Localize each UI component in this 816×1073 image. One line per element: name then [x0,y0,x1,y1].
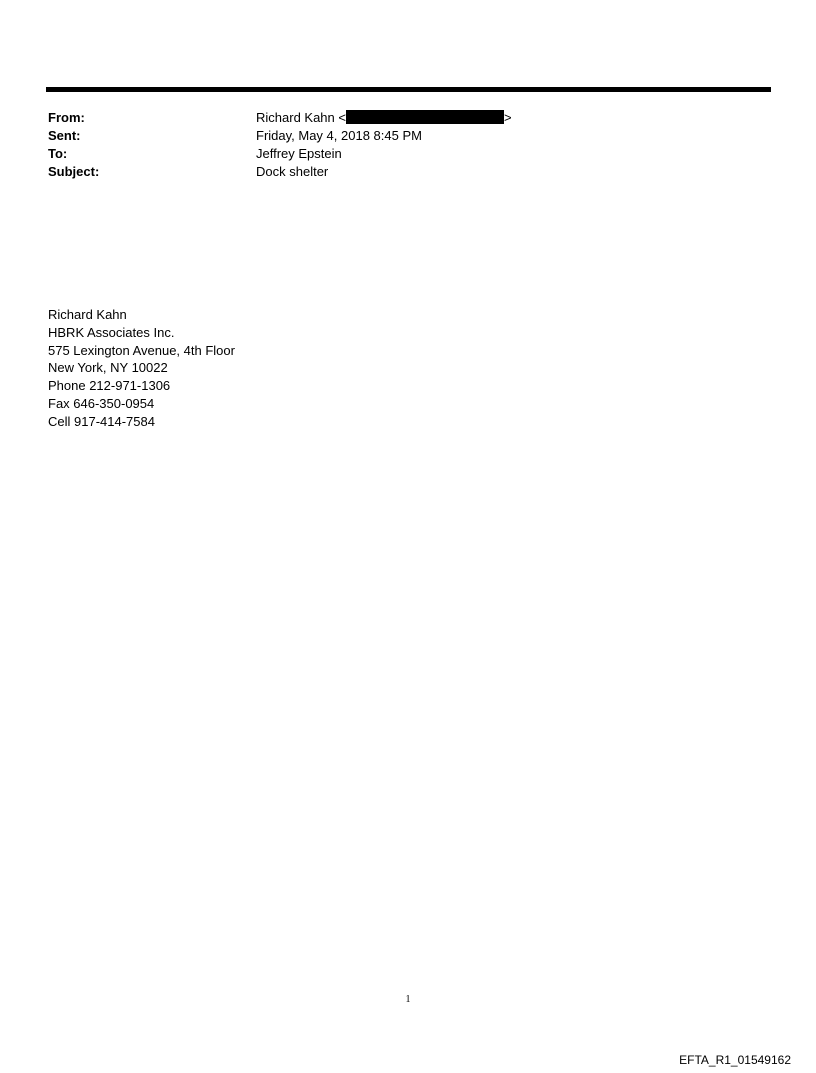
subject-row [48,163,748,181]
from-row [48,109,748,127]
signature-street: 575 Lexington Avenue, 4th Floor [48,342,235,358]
to-row [48,145,748,163]
signature-fax: Fax 646-350-0954 [48,395,155,411]
from-name: Richard Kahn < [256,110,346,125]
subject-value: Dock shelter [256,164,329,179]
redacted-email-address [346,110,504,124]
email-header [48,109,748,181]
signature-city: New York, NY 10022 [48,360,168,376]
signature-name: Richard Kahn [48,307,127,322]
from-suffix: > [503,110,512,125]
page-number: 1 [405,994,411,1005]
from-label: From: [48,110,85,125]
bates-number: EFTA_R1_01549162 [679,1053,791,1067]
signature-cell: Cell 917-414-7584 [48,413,155,429]
sent-row [48,127,748,145]
to-label: To: [48,146,68,161]
signature-company: HBRK Associates Inc. [48,324,175,340]
sent-value: Friday, May 4, 2018 8:45 PM [256,128,422,143]
signature-phone: Phone 212-971-1306 [48,378,171,394]
to-value: Jeffrey Epstein [256,146,342,161]
email-signature [48,306,235,431]
sent-label: Sent: [48,128,81,143]
subject-label: Subject: [48,164,100,179]
from-value [256,109,512,127]
header-divider [46,87,771,92]
